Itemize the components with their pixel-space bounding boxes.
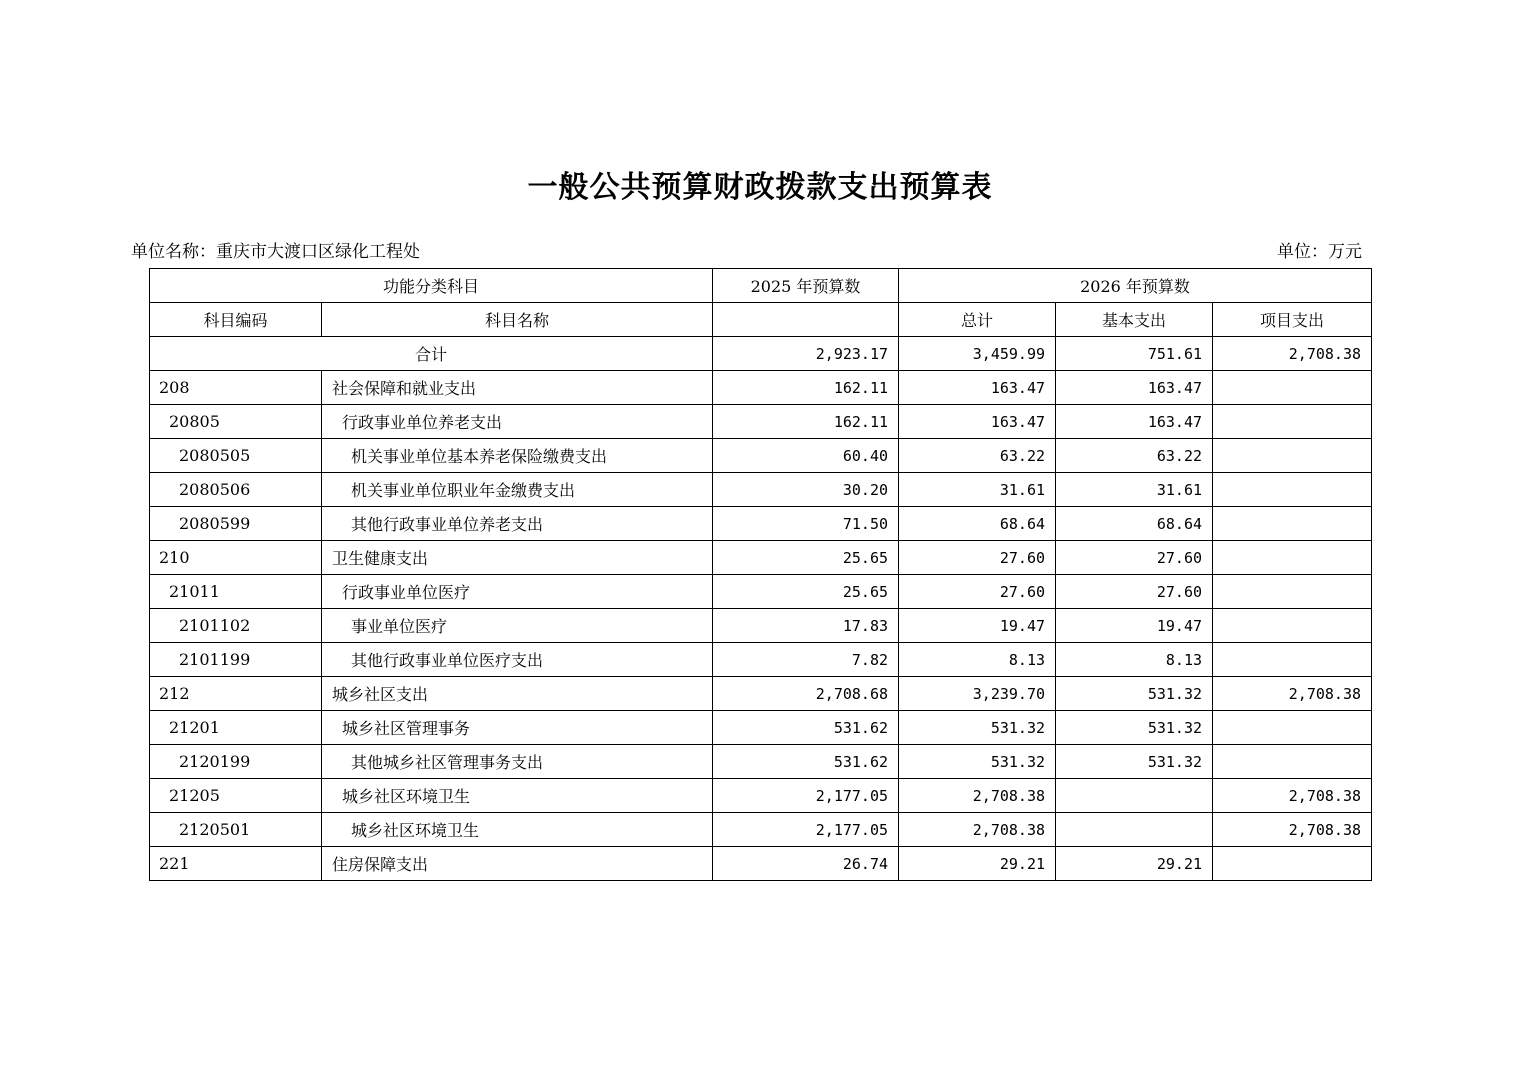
table-row <box>150 643 1372 677</box>
cell-name: 城乡社区环境卫生 <box>322 779 713 813</box>
cell-total: 63.22 <box>899 439 1056 473</box>
cell-basic: 163.47 <box>1056 405 1213 439</box>
cell-basic: 31.61 <box>1056 473 1213 507</box>
cell-total: 8.13 <box>899 643 1056 677</box>
cell-basic: 19.47 <box>1056 609 1213 643</box>
cell-project: 2,708.38 <box>1213 813 1372 847</box>
cell-name: 住房保障支出 <box>322 847 713 881</box>
cell-total: 163.47 <box>899 405 1056 439</box>
cell-project <box>1213 643 1372 677</box>
header-row-2 <box>150 303 1372 337</box>
header-project: 项目支出 <box>1213 303 1372 337</box>
cell-b2025: 30.20 <box>713 473 899 507</box>
cell-total: 2,708.38 <box>899 779 1056 813</box>
cell-project <box>1213 575 1372 609</box>
header-name: 科目名称 <box>322 303 713 337</box>
cell-code: 210 <box>150 541 322 575</box>
cell-code: 208 <box>150 371 322 405</box>
cell-code: 2101199 <box>150 643 322 677</box>
cell-b2025: 2,177.05 <box>713 779 899 813</box>
cell-total: 29.21 <box>899 847 1056 881</box>
header-basic: 基本支出 <box>1056 303 1213 337</box>
cell-basic: 63.22 <box>1056 439 1213 473</box>
cell-project: 2,708.38 <box>1213 677 1372 711</box>
cell-basic: 29.21 <box>1056 847 1213 881</box>
cell-name: 机关事业单位职业年金缴费支出 <box>322 473 713 507</box>
total-row <box>150 337 1372 371</box>
page-title: 一般公共预算财政拨款支出预算表 <box>527 170 993 205</box>
table-row <box>150 575 1372 609</box>
cell-code: 221 <box>150 847 322 881</box>
cell-b2025: 2,177.05 <box>713 813 899 847</box>
cell-total: 531.32 <box>899 711 1056 745</box>
table-row <box>150 609 1372 643</box>
budget-table <box>149 268 1372 881</box>
cell-project <box>1213 439 1372 473</box>
cell-project <box>1213 847 1372 881</box>
cell-b2025: 162.11 <box>713 371 899 405</box>
cell-code: 20805 <box>150 405 322 439</box>
table-row <box>150 711 1372 745</box>
cell-basic: 531.32 <box>1056 745 1213 779</box>
cell-code: 2080505 <box>150 439 322 473</box>
unit-name-label: 单位名称：重庆市大渡口区绿化工程处 <box>131 242 420 262</box>
cell-code: 21011 <box>150 575 322 609</box>
cell-total: 2,708.38 <box>899 813 1056 847</box>
table-row <box>150 439 1372 473</box>
cell-total: 27.60 <box>899 541 1056 575</box>
cell-b2025: 531.62 <box>713 711 899 745</box>
cell-basic: 68.64 <box>1056 507 1213 541</box>
cell-name: 城乡社区管理事务 <box>322 711 713 745</box>
cell-name: 其他城乡社区管理事务支出 <box>322 745 713 779</box>
total-basic: 751.61 <box>1056 337 1213 371</box>
cell-b2025: 71.50 <box>713 507 899 541</box>
header-row-1 <box>150 269 1372 303</box>
cell-project <box>1213 473 1372 507</box>
table-row <box>150 405 1372 439</box>
table-row <box>150 813 1372 847</box>
cell-code: 2120501 <box>150 813 322 847</box>
cell-project <box>1213 711 1372 745</box>
table-row <box>150 507 1372 541</box>
table-row <box>150 779 1372 813</box>
cell-code: 21205 <box>150 779 322 813</box>
cell-basic: 531.32 <box>1056 711 1213 745</box>
table-row <box>150 847 1372 881</box>
total-project: 2,708.38 <box>1213 337 1372 371</box>
currency-unit-label: 单位：万元 <box>1277 242 1362 262</box>
cell-basic: 27.60 <box>1056 541 1213 575</box>
cell-name: 事业单位医疗 <box>322 609 713 643</box>
cell-total: 68.64 <box>899 507 1056 541</box>
cell-b2025: 25.65 <box>713 575 899 609</box>
table-row <box>150 677 1372 711</box>
table-row <box>150 473 1372 507</box>
cell-total: 3,239.70 <box>899 677 1056 711</box>
cell-code: 2080599 <box>150 507 322 541</box>
cell-name: 社会保障和就业支出 <box>322 371 713 405</box>
cell-total: 531.32 <box>899 745 1056 779</box>
cell-basic: 27.60 <box>1056 575 1213 609</box>
header-func-category: 功能分类科目 <box>150 269 713 303</box>
cell-basic: 8.13 <box>1056 643 1213 677</box>
cell-project: 2,708.38 <box>1213 779 1372 813</box>
cell-project <box>1213 541 1372 575</box>
cell-name: 其他行政事业单位养老支出 <box>322 507 713 541</box>
cell-project <box>1213 405 1372 439</box>
cell-b2025: 2,708.68 <box>713 677 899 711</box>
total-label: 合计 <box>150 337 713 371</box>
table-row <box>150 371 1372 405</box>
cell-project <box>1213 609 1372 643</box>
cell-code: 2120199 <box>150 745 322 779</box>
cell-name: 行政事业单位医疗 <box>322 575 713 609</box>
cell-name: 卫生健康支出 <box>322 541 713 575</box>
cell-code: 2080506 <box>150 473 322 507</box>
cell-code: 212 <box>150 677 322 711</box>
total-b2025: 2,923.17 <box>713 337 899 371</box>
header-budget-2026: 2026 年预算数 <box>899 269 1372 303</box>
cell-b2025: 60.40 <box>713 439 899 473</box>
cell-project <box>1213 507 1372 541</box>
cell-basic: 531.32 <box>1056 677 1213 711</box>
cell-b2025: 26.74 <box>713 847 899 881</box>
table-row <box>150 541 1372 575</box>
cell-name: 其他行政事业单位医疗支出 <box>322 643 713 677</box>
cell-total: 19.47 <box>899 609 1056 643</box>
cell-name: 机关事业单位基本养老保险缴费支出 <box>322 439 713 473</box>
cell-b2025: 25.65 <box>713 541 899 575</box>
cell-name: 城乡社区环境卫生 <box>322 813 713 847</box>
cell-code: 21201 <box>150 711 322 745</box>
cell-name: 行政事业单位养老支出 <box>322 405 713 439</box>
table-row <box>150 745 1372 779</box>
cell-name: 城乡社区支出 <box>322 677 713 711</box>
cell-total: 163.47 <box>899 371 1056 405</box>
cell-basic <box>1056 813 1213 847</box>
header-budget-2025: 2025 年预算数 <box>713 269 899 303</box>
header-code: 科目编码 <box>150 303 322 337</box>
cell-project <box>1213 745 1372 779</box>
cell-basic <box>1056 779 1213 813</box>
cell-basic: 163.47 <box>1056 371 1213 405</box>
cell-total: 31.61 <box>899 473 1056 507</box>
header-budget-2025-blank <box>713 303 899 337</box>
cell-b2025: 162.11 <box>713 405 899 439</box>
cell-total: 27.60 <box>899 575 1056 609</box>
cell-b2025: 17.83 <box>713 609 899 643</box>
cell-b2025: 7.82 <box>713 643 899 677</box>
header-total: 总计 <box>899 303 1056 337</box>
total-total: 3,459.99 <box>899 337 1056 371</box>
cell-code: 2101102 <box>150 609 322 643</box>
cell-project <box>1213 371 1372 405</box>
cell-b2025: 531.62 <box>713 745 899 779</box>
